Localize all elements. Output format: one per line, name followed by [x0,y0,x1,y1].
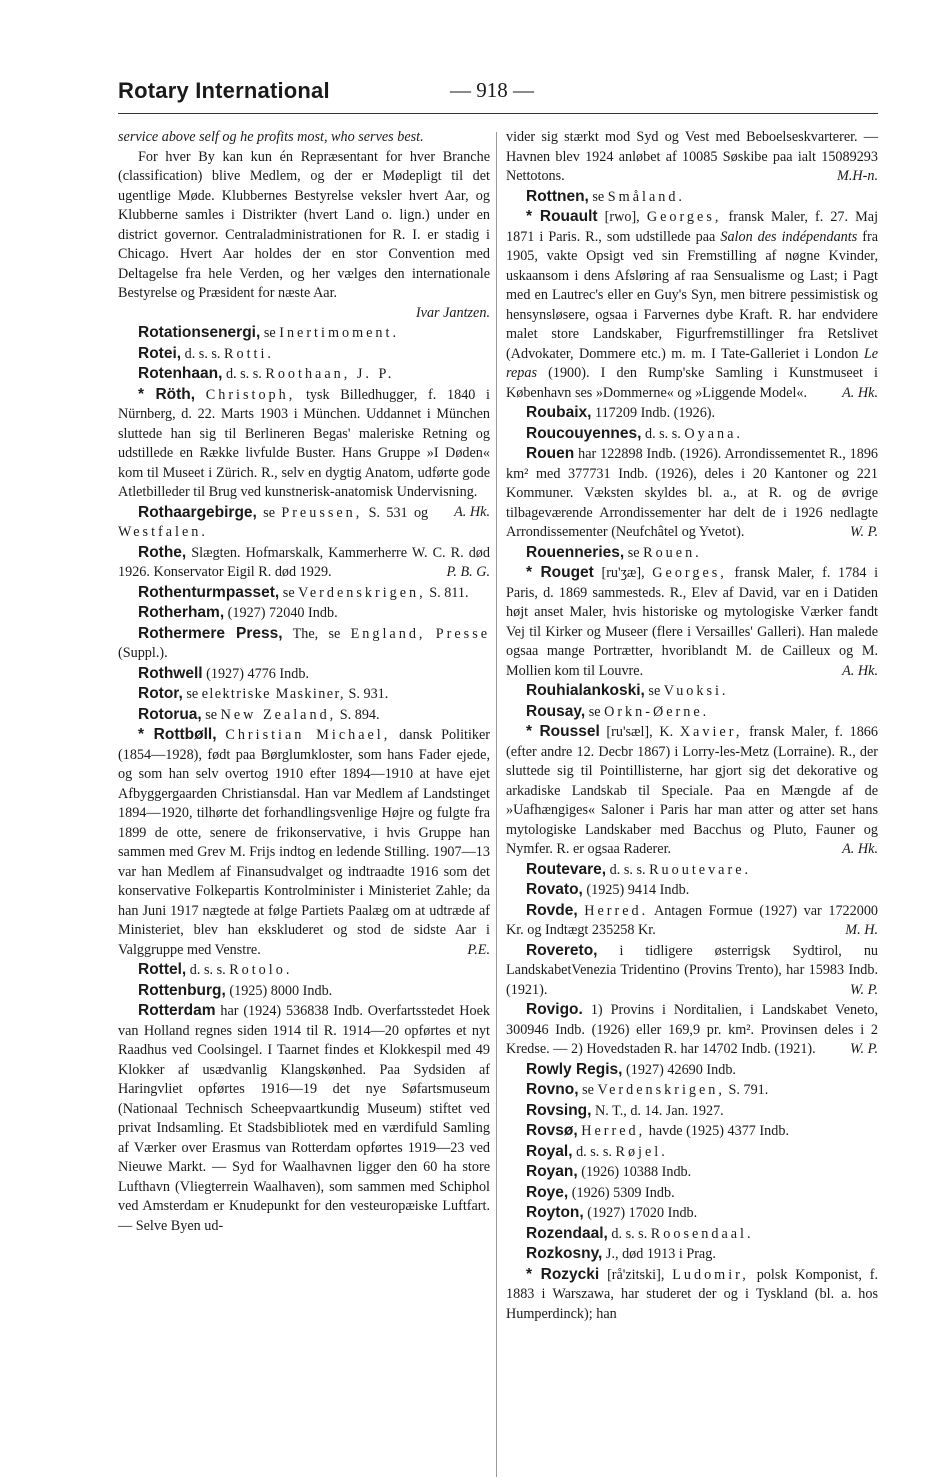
headword: Rovsø, [526,1122,578,1139]
entry: Rotationsenergi, se Inertimoment. [138,324,399,341]
entry: * Rouault [rwo], Georges, fransk Maler, f. 27. Maj 1871 i Paris. R., som udstillede paa Salon des indépendants fra 1905, vakte Opsigt ved sin Fremstilling af nøgne Kvinder, uskaansom i dens Afsløring af raa Sensualisme og Last; i Pagt med en Lautrec's eller en Guy's Syn, men bitrere pessimistisk og hensynsløsere, ogsaa i Farvernes dybe Kraft. R. har endvidere malet store Landskaber, Figurfremstillinger fra Retslivet (Advokater, Dommere etc.) m. m. I Tate-Galleriet i London Le repas (1900). I den Rump'ske Samling i Kunstmuseet i København ses »Dommerne« og »Liggende Model«. A. Hk. [506,207,878,403]
entry: Rovato, (1925) 9414 Indb. [526,881,690,898]
headword: Rotenhaan, [138,365,223,382]
headword: Royan, [526,1163,578,1180]
headword: Rovereto, [526,941,598,959]
entry: Rottel, d. s. s. Rotolo. [138,961,293,978]
header-rule [118,113,878,114]
signature: W. P. [850,1041,878,1057]
entry: Rotterdam har (1924) 536838 Indb. Overfartsstedet Hoek van Holland regnes siden 1914 til R. 1914—20 opførtes et nyt Raadhus ved Coolsingel. I Taarnet findes et Klokkespil med 49 Klokker af usædvanlig Klangskønhed. Paa Sydsiden af Haringvliet opførtes 1916—19 det nye Søfartsmuseum (Nationaal Technisch Scheepvaartkundig Museum) stiftet ved privat Indsamling. Et Stadsbibliotek med en værdifuld Samling af Værker over Erasmus van Rotterdam opførtes 1919—23 ved Nieuwe Markt. — Syd for Waalhavnen ligger den 60 ha store Lufthavn (Vliegterrein Waalhaven), som sammen med Schiphol ved Amsterdam er Knudepunkt for den vesteuropæiske Luftfart. — Selve Byen ud- [118,1002,490,1234]
headword: Rotorua, [138,705,202,723]
entry: Rovde, Herred. Antagen Formue (1927) var 1722000 Kr. og Indtægt 235258 Kr. M. H. [506,901,878,941]
headword: Rottnen, [526,187,589,205]
signature: P.E. [467,941,490,958]
headword: * Röth, [138,385,196,403]
entry: Rouhialankoski, se Vuoksi. [526,682,729,699]
entry: Royan, (1926) 10388 Indb. [526,1163,692,1180]
headword: * Rouault [526,208,598,225]
signature: P. B. G. [446,564,490,580]
entry: Rotor, se elektriske Maskiner, S. 931. [138,685,389,702]
headword: Rovsing, [526,1101,592,1119]
headword: Rotationsenergi, [138,324,261,341]
headword: Roubaix, [526,404,592,421]
headword: * Rottbøll, [138,726,217,743]
entry: * Röth, Christoph, tysk Billedhugger, f. 1840 i Nürnberg, d. 22. Marts 1903 i München. Uddannet i München sluttede han sig til Berlineren Begas' maleriske Retning og udstillede en Række livfulde Buster. Hans Gruppe »I Døden« kom til Museet i Zürich. R., selv en dygtig Anatom, udførte gode Atletbilleder til Brug ved kunstnerisk-anatomisk Undervisning. A. Hk. [118,385,490,503]
running-head: Rotary International [118,78,330,103]
headword: Rothe, [138,543,187,561]
headword: Rottenburg, [138,981,226,999]
headword: Royton, [526,1204,584,1221]
entry: Rothe, Slægten. Hofmarskalk, Kammerherre W. C. R. død 1926. Konservator Eigil R. død 1929. P. B. G. [118,543,490,583]
entry: Rovigo. 1) Provins i Norditalien, i Landskabet Veneto, 300946 Indb. (1926) eller 169,9 pr. km². Provinsen deles i 2 Kredse. — 2) Hovedstaden R. har 14702 Indb. (1921). W. P. [506,1000,878,1060]
entry: * Roussel [ru'sæl], K. Xavier, fransk Maler, f. 1866 (efter andre 12. Decbr 1867) i Lorry-les-Metz (Lorraine). R., der sluttede sig til Pointillisterne, har gjort sig det dekorative og arkadiske Landskab til Speciale. Paa en Mængde af de »Uafhængiges« Saloner i Paris har man atter og atter set hans mytologiske Landskaber med Bacchus og Pluto, Fauner og Nymfer. R. er ogsaa Raderer. A. Hk. [506,722,878,860]
entry: Rotei, d. s. s. Rotti. [138,344,274,362]
paragraph: For hver By kan kun én Repræsentant for hver Branche (classification) blive Medlem, og der er Mødepligt til det ugentlige Møde. Klubbernes Bestyrelse veksler hvert Aar, og Klubberne samles i Distrikter (hvert Land o. lign.) under en district governor. Centraladministrationen for R. I. er stadig i Chicago. Hvert Aar holdes der en stor Convention med Deltagelse fra hele Verden, og her vælges den internationale Bestyrelse og Præsident for næste Aar. [118,148,490,301]
headword: Rovato, [526,881,583,898]
headword: Rousay, [526,702,586,720]
headword: Rozkosny, [526,1245,603,1262]
entry: Rothwell (1927) 4776 Indb. [138,664,309,682]
headword: Rovno, [526,1081,579,1098]
headword: Rotei, [138,344,182,362]
entry: Rovsing, N. T., d. 14. Jan. 1927. [526,1101,724,1119]
entry: Rozendaal, d. s. s. Roosendaal. [526,1224,754,1242]
paragraph: vider sig stærkt mod Syd og Vest med Beboelseskvarterer. — Havnen blev 1924 anløbet af 10085 Søskibe paa ialt 15089293 Nettotons. M.H-n. [506,128,878,187]
entry: Royton, (1927) 17020 Indb. [526,1204,698,1221]
headword: Roye, [526,1183,569,1201]
headword: Rothermere Press, [138,624,283,642]
headword: Rotterdam [138,1002,216,1019]
entry: * Rouget [ru'ʒæ], Georges, fransk Maler, f. 1784 i Paris, d. 1869 sammesteds. R., Elev af David, var en i Datiden højt anset Maler, hvis historiske og mytologiske Værker fandt Vej til Kirker og Museer (flere i Versailles' Galleri). Han malede ogsaa mange Portrætter, hvoriblandt M. de Cailleux og M. Mollien kom til Louvre. A. Hk. [506,563,878,681]
entry: Rottenburg, (1925) 8000 Indb. [138,981,333,999]
signature: A. Hk. [842,662,878,679]
headword: * Rozycki [526,1265,600,1283]
entry: Rovno, se Verdenskrigen, S. 791. [526,1081,769,1098]
entry: * Rozycki [rå'zitski], Ludomir, polsk Komponist, f. 1883 i Warszawa, har studeret der og i Tyskland (bl. a. hos Humperdinck); han [506,1265,879,1322]
headword: Rottel, [138,961,187,978]
left-column [118,128,490,1236]
signature: A. Hk. [454,503,490,520]
headword: * Roussel [526,723,600,740]
headword: Rothwell [138,664,203,682]
entry: Rowly Regis, (1927) 42690 Indb. [526,1060,736,1078]
headword: * Rouget [526,564,594,581]
headword: Rothenturmpasset, [138,583,280,601]
entry: Rousay, se Orkn-Øerne. [526,702,710,720]
entry: Roye, (1926) 5309 Indb. [526,1183,675,1201]
right-column [506,128,878,1324]
signature: A. Hk. [842,384,878,401]
entry: Rozkosny, J., død 1913 i Prag. [526,1245,716,1262]
headword: Rouenneries, [526,543,625,561]
paragraph: service above self og he profits most, who serves best. [118,129,424,145]
entry: Rotherham, (1927) 72040 Indb. [138,604,338,621]
headword: Rouen [526,445,575,462]
entry: Roucouyennes, d. s. s. Oyana. [526,424,743,442]
headword: Rowly Regis, [526,1060,623,1078]
signature: W. P. [850,981,878,998]
entry: Rovsø, Herred, havde (1925) 4377 Indb. [526,1122,789,1139]
entry: Rovereto, i tidligere østerrigsk Sydtirol, nu LandskabetVenezia Tridentino (Provins Trento), har 15983 Indb. (1921). W. P. [506,941,878,1001]
page-header [118,74,878,114]
entry: Rouen har 122898 Indb. (1926). Arrondissementet R., 1896 km² med 377731 Indb. (1926), deles i 20 Kantoner og 221 Kommuner. Væksten skyldes bl. a., at R. og de øvrige tilbageværende Arrondissementer har delt de i 1926 nedlagte Arrondissementer (Neufchâtel og Yvetot). W. P. [506,444,878,543]
entry: Rothenturmpasset, se Verdenskrigen, S. 811. [138,583,469,601]
headword: Rouhialankoski, [526,682,645,699]
headword: Rozendaal, [526,1224,608,1242]
entry: Roubaix, 117209 Indb. (1926). [526,404,716,421]
signature: A. Hk. [842,841,878,857]
headword: Royal, [526,1142,573,1160]
column-divider [496,132,497,1477]
entry: * Rottbøll, Christian Michael, dansk Politiker (1854—1928), født paa Børglumkloster, som hans Fader ejede, og som han selv overtog 1910 efter 1894—1910 at have ejet Afbyggergaarden Christiansdal. Han var Medlem af Landstinget 1894—1920, tilhørte det forhandlingsvenlige Højre og fulgte fra 1899 de otte, senere de frikonservative, i hvis Gruppe han sammen med Grev M. Frijs indtog en ledende Stilling. 1907—13 var han Medlem af Finansudvalget og indtraadte 1916 som det konservative Folkepartis Kontrolminister i Ministeriet Zahle; da han Juni 1917 nægtede at følge Partiets Paalæg om at udtræde af Ministeriet, blev han ekskluderet og stod de sidste Aar i Valggruppe med Venstre. P.E. [118,725,490,960]
entry: Routevare, d. s. s. Ruoutevare. [526,860,752,878]
signature: M.H-n. [837,168,878,184]
entry: Royal, d. s. s. Røjel. [526,1142,668,1160]
entry: Rothermere Press, The, se England, Presse (Suppl.). [118,624,491,661]
signature: W. P. [850,524,878,540]
entry: Rotenhaan, d. s. s. Roothaan, J. P. [138,365,395,382]
headword: Rovigo. [526,1001,583,1018]
headword: Routevare, [526,860,607,878]
entry: Rothaargebirge, se Preussen, S. 531 og Westfalen. [118,503,429,540]
signature: M. H. [845,922,878,938]
signature: Ivar Jantzen. [415,304,490,321]
headword: Rothaargebirge, [138,503,257,521]
headword: Roucouyennes, [526,424,642,442]
entry: Rotorua, se New Zealand, S. 894. [138,705,380,723]
entry: Rottnen, se Småland. [526,187,685,205]
headword: Rotherham, [138,604,225,621]
headword: Rovde, [526,901,578,919]
page-number: — 918 — [450,78,534,102]
entry: Rouenneries, se Rouen. [526,543,702,561]
headword: Rotor, [138,685,183,702]
